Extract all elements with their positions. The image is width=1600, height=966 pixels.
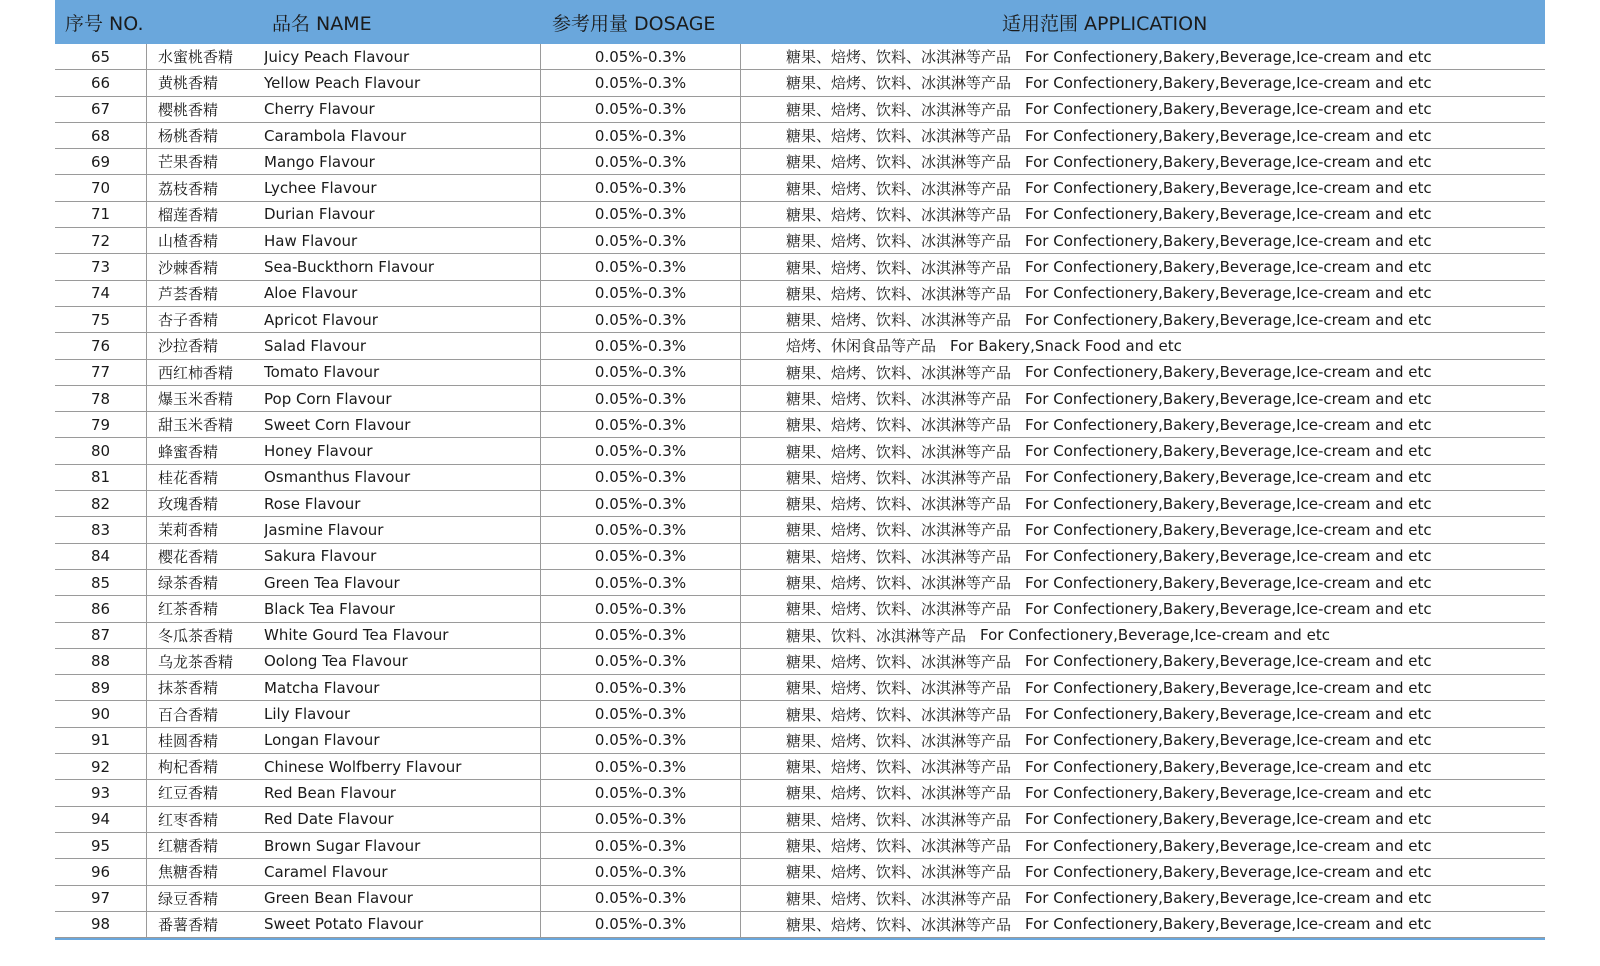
cell-name-cn: 绿豆香精 — [158, 889, 219, 908]
cell-application — [741, 44, 1545, 69]
application-cn: 糖果、焙烤、饮料、冰淇淋等产品 — [786, 468, 1012, 487]
cell-application — [741, 623, 1545, 648]
application-en: For Confectionery,Bakery,Beverage,Ice-cream and etc — [1025, 310, 1432, 329]
cell-no: 74 — [55, 281, 147, 306]
application-en: For Confectionery,Bakery,Beverage,Ice-cream and etc — [1025, 152, 1432, 171]
cell-name-cn: 樱花香精 — [158, 547, 219, 566]
cell-name-en: Green Bean Flavour — [264, 886, 541, 911]
application-en: For Bakery,Snack Food and etc — [950, 336, 1182, 355]
cell-application — [741, 649, 1545, 674]
cell-name-cn: 冬瓜茶香精 — [158, 626, 234, 645]
table-row — [55, 175, 1545, 201]
application-en: For Confectionery,Bakery,Beverage,Ice-cream and etc — [1025, 258, 1432, 277]
cell-application — [741, 70, 1545, 95]
cell-dosage: 0.05%-0.3% — [541, 596, 741, 621]
header-no: 序号 NO. — [65, 12, 144, 35]
cell-no: 73 — [55, 254, 147, 279]
cell-name-cn: 沙拉香精 — [158, 337, 219, 356]
cell-no: 68 — [55, 123, 147, 148]
cell-no: 72 — [55, 228, 147, 253]
cell-name-en: Yellow Peach Flavour — [264, 70, 541, 95]
cell-name-en: Apricot Flavour — [264, 307, 541, 332]
table-row — [55, 623, 1545, 649]
cell-application — [741, 570, 1545, 595]
cell-no: 78 — [55, 386, 147, 411]
cell-application — [741, 886, 1545, 911]
cell-application — [741, 465, 1545, 490]
cell-dosage: 0.05%-0.3% — [541, 307, 741, 332]
cell-dosage: 0.05%-0.3% — [541, 886, 741, 911]
cell-name-en: Green Tea Flavour — [264, 570, 541, 595]
cell-dosage: 0.05%-0.3% — [541, 386, 741, 411]
cell-name-cn: 芦荟香精 — [158, 284, 219, 303]
cell-dosage: 0.05%-0.3% — [541, 517, 741, 542]
cell-application — [741, 491, 1545, 516]
cell-dosage: 0.05%-0.3% — [541, 912, 741, 937]
cell-dosage: 0.05%-0.3% — [541, 701, 741, 726]
application-en: For Confectionery,Bakery,Beverage,Ice-cream and etc — [1025, 415, 1432, 434]
cell-no: 70 — [55, 175, 147, 200]
cell-name-cn: 红糖香精 — [158, 837, 219, 856]
application-cn: 糖果、焙烤、饮料、冰淇淋等产品 — [786, 127, 1012, 146]
cell-name-cn: 桂圆香精 — [158, 731, 219, 750]
table-header — [55, 0, 1545, 44]
cell-dosage: 0.05%-0.3% — [541, 833, 741, 858]
cell-name-cn: 樱桃香精 — [158, 100, 219, 119]
cell-no: 67 — [55, 97, 147, 122]
cell-name-cn: 乌龙茶香精 — [158, 652, 234, 671]
cell-no: 79 — [55, 412, 147, 437]
cell-name-cn: 杏子香精 — [158, 311, 219, 330]
table-row — [55, 701, 1545, 727]
cell-name-cn: 山楂香精 — [158, 232, 219, 251]
table-row — [55, 202, 1545, 228]
table-row — [55, 754, 1545, 780]
table-row — [55, 307, 1545, 333]
cell-name-en: Haw Flavour — [264, 228, 541, 253]
cell-dosage: 0.05%-0.3% — [541, 780, 741, 805]
cell-name-cn: 黄桃香精 — [158, 74, 219, 93]
cell-dosage: 0.05%-0.3% — [541, 149, 741, 174]
cell-name-cn: 芒果香精 — [158, 153, 219, 172]
cell-no: 92 — [55, 754, 147, 779]
cell-no: 94 — [55, 807, 147, 832]
header-dosage: 参考用量 DOSAGE — [552, 12, 716, 35]
application-cn: 糖果、焙烤、饮料、冰淇淋等产品 — [786, 705, 1012, 724]
cell-application — [741, 254, 1545, 279]
application-en: For Confectionery,Bakery,Beverage,Ice-cream and etc — [1025, 731, 1432, 750]
cell-dosage: 0.05%-0.3% — [541, 202, 741, 227]
table-row — [55, 596, 1545, 622]
cell-name-cn: 甜玉米香精 — [158, 416, 234, 435]
application-cn: 糖果、焙烤、饮料、冰淇淋等产品 — [786, 784, 1012, 803]
cell-name-cn: 杨桃香精 — [158, 127, 219, 146]
application-cn: 糖果、焙烤、饮料、冰淇淋等产品 — [786, 311, 1012, 330]
table-row — [55, 886, 1545, 912]
application-cn: 糖果、焙烤、饮料、冰淇淋等产品 — [786, 679, 1012, 698]
cell-application — [741, 97, 1545, 122]
flavour-table — [55, 0, 1545, 940]
application-en: For Confectionery,Bakery,Beverage,Ice-cream and etc — [1025, 284, 1432, 303]
application-en: For Confectionery,Bakery,Beverage,Ice-cream and etc — [1025, 889, 1432, 908]
cell-name-cn: 榴莲香精 — [158, 205, 219, 224]
application-en: For Confectionery,Bakery,Beverage,Ice-cream and etc — [1025, 205, 1432, 224]
table-row — [55, 149, 1545, 175]
cell-name-en: Salad Flavour — [264, 333, 541, 358]
cell-name-cn: 蜂蜜香精 — [158, 442, 219, 461]
cell-name-en: Osmanthus Flavour — [264, 465, 541, 490]
cell-application — [741, 517, 1545, 542]
application-en: For Confectionery,Bakery,Beverage,Ice-cream and etc — [1025, 678, 1432, 697]
application-cn: 糖果、焙烤、饮料、冰淇淋等产品 — [786, 889, 1012, 908]
application-cn: 糖果、饮料、冰淇淋等产品 — [786, 626, 967, 645]
cell-no: 69 — [55, 149, 147, 174]
cell-name-en: Longan Flavour — [264, 728, 541, 753]
cell-dosage: 0.05%-0.3% — [541, 491, 741, 516]
cell-name-en: Red Date Flavour — [264, 807, 541, 832]
cell-name-en: Aloe Flavour — [264, 281, 541, 306]
application-cn: 糖果、焙烤、饮料、冰淇淋等产品 — [786, 74, 1012, 93]
cell-dosage: 0.05%-0.3% — [541, 175, 741, 200]
cell-no: 85 — [55, 570, 147, 595]
table-row — [55, 649, 1545, 675]
cell-name-en: Black Tea Flavour — [264, 596, 541, 621]
application-cn: 糖果、焙烤、饮料、冰淇淋等产品 — [786, 390, 1012, 408]
application-en: For Confectionery,Bakery,Beverage,Ice-cream and etc — [1025, 231, 1432, 250]
cell-dosage: 0.05%-0.3% — [541, 360, 741, 385]
cell-application — [741, 281, 1545, 306]
cell-dosage: 0.05%-0.3% — [541, 254, 741, 279]
cell-name-en: Mango Flavour — [264, 149, 541, 174]
application-en: For Confectionery,Bakery,Beverage,Ice-cream and etc — [1025, 705, 1432, 724]
table-row — [55, 517, 1545, 543]
application-cn: 糖果、焙烤、饮料、冰淇淋等产品 — [786, 837, 1012, 856]
application-cn: 糖果、焙烤、饮料、冰淇淋等产品 — [786, 153, 1012, 172]
application-cn: 糖果、焙烤、饮料、冰淇淋等产品 — [786, 758, 1012, 777]
cell-no: 75 — [55, 307, 147, 332]
cell-dosage: 0.05%-0.3% — [541, 333, 741, 358]
cell-dosage: 0.05%-0.3% — [541, 412, 741, 437]
application-cn: 糖果、焙烤、饮料、冰淇淋等产品 — [786, 363, 1012, 382]
cell-name-cn: 番薯香精 — [158, 915, 219, 934]
cell-name-en: White Gourd Tea Flavour — [264, 623, 541, 648]
application-cn: 糖果、焙烤、饮料、冰淇淋等产品 — [786, 232, 1012, 251]
application-en: For Confectionery,Bakery,Beverage,Ice-cream and etc — [1025, 915, 1432, 934]
cell-name-en: Carambola Flavour — [264, 123, 541, 148]
cell-no: 88 — [55, 649, 147, 674]
cell-name-cn: 茉莉香精 — [158, 521, 219, 540]
cell-name-en: Honey Flavour — [264, 438, 541, 463]
table-row — [55, 360, 1545, 386]
cell-application — [741, 386, 1545, 411]
application-cn: 糖果、焙烤、饮料、冰淇淋等产品 — [786, 547, 1012, 566]
cell-name-cn: 桂花香精 — [158, 468, 219, 487]
application-cn: 糖果、焙烤、饮料、冰淇淋等产品 — [786, 863, 1012, 882]
application-en: For Confectionery,Beverage,Ice-cream and etc — [980, 626, 1330, 645]
cell-dosage: 0.05%-0.3% — [541, 570, 741, 595]
cell-no: 90 — [55, 701, 147, 726]
cell-application — [741, 701, 1545, 726]
application-cn: 糖果、焙烤、饮料、冰淇淋等产品 — [786, 258, 1012, 277]
cell-no: 83 — [55, 517, 147, 542]
application-en: For Confectionery,Bakery,Beverage,Ice-cream and etc — [1025, 47, 1432, 66]
cell-no: 84 — [55, 544, 147, 569]
cell-name-en: Caramel Flavour — [264, 859, 541, 884]
cell-no: 82 — [55, 491, 147, 516]
application-cn: 糖果、焙烤、饮料、冰淇淋等产品 — [786, 495, 1012, 514]
table-row — [55, 807, 1545, 833]
cell-no: 65 — [55, 44, 147, 69]
application-cn: 焙烤、休闲食品等产品 — [786, 337, 937, 356]
cell-application — [741, 307, 1545, 332]
cell-name-cn: 爆玉米香精 — [158, 390, 234, 408]
table-row — [55, 544, 1545, 570]
table-row — [55, 465, 1545, 491]
table-row — [55, 254, 1545, 280]
cell-application — [741, 807, 1545, 832]
cell-application — [741, 202, 1545, 227]
cell-no: 87 — [55, 623, 147, 648]
application-en: For Confectionery,Bakery,Beverage,Ice-cream and etc — [1025, 810, 1432, 829]
cell-name-cn: 西红柿香精 — [158, 363, 234, 382]
application-en: For Confectionery,Bakery,Beverage,Ice-cream and etc — [1025, 573, 1432, 592]
cell-dosage: 0.05%-0.3% — [541, 649, 741, 674]
cell-name-cn: 绿茶香精 — [158, 574, 219, 593]
cell-name-en: Cherry Flavour — [264, 97, 541, 122]
cell-no: 98 — [55, 912, 147, 937]
application-en: For Confectionery,Bakery,Beverage,Ice-cream and etc — [1025, 179, 1432, 198]
application-cn: 糖果、焙烤、饮料、冰淇淋等产品 — [786, 574, 1012, 593]
table-row — [55, 412, 1545, 438]
cell-application — [741, 675, 1545, 700]
cell-application — [741, 859, 1545, 884]
cell-name-en: Oolong Tea Flavour — [264, 649, 541, 674]
application-en: For Confectionery,Bakery,Beverage,Ice-cream and etc — [1025, 389, 1432, 408]
cell-name-en: Durian Flavour — [264, 202, 541, 227]
application-cn: 糖果、焙烤、饮料、冰淇淋等产品 — [786, 915, 1012, 934]
cell-dosage: 0.05%-0.3% — [541, 675, 741, 700]
cell-application — [741, 412, 1545, 437]
table-row — [55, 281, 1545, 307]
cell-name-cn: 水蜜桃香精 — [158, 48, 234, 67]
application-cn: 糖果、焙烤、饮料、冰淇淋等产品 — [786, 179, 1012, 198]
cell-application — [741, 149, 1545, 174]
application-en: For Confectionery,Bakery,Beverage,Ice-cream and etc — [1025, 73, 1432, 92]
cell-application — [741, 333, 1545, 358]
header-name: 品名 NAME — [272, 12, 372, 35]
cell-name-en: Juicy Peach Flavour — [264, 44, 541, 69]
application-cn: 糖果、焙烤、饮料、冰淇淋等产品 — [786, 284, 1012, 303]
table-row — [55, 228, 1545, 254]
cell-no: 81 — [55, 465, 147, 490]
cell-no: 71 — [55, 202, 147, 227]
cell-application — [741, 912, 1545, 937]
cell-name-en: Rose Flavour — [264, 491, 541, 516]
table-body — [55, 44, 1545, 938]
cell-name-en: Tomato Flavour — [264, 360, 541, 385]
cell-name-cn: 焦糖香精 — [158, 863, 219, 882]
application-en: For Confectionery,Bakery,Beverage,Ice-cream and etc — [1025, 652, 1432, 671]
application-cn: 糖果、焙烤、饮料、冰淇淋等产品 — [786, 100, 1012, 119]
table-row — [55, 333, 1545, 359]
application-cn: 糖果、焙烤、饮料、冰淇淋等产品 — [786, 48, 1012, 67]
cell-name-en: Lily Flavour — [264, 701, 541, 726]
cell-application — [741, 123, 1545, 148]
cell-dosage: 0.05%-0.3% — [541, 859, 741, 884]
cell-dosage: 0.05%-0.3% — [541, 228, 741, 253]
application-cn: 糖果、焙烤、饮料、冰淇淋等产品 — [786, 442, 1012, 461]
cell-application — [741, 833, 1545, 858]
application-en: For Confectionery,Bakery,Beverage,Ice-cream and etc — [1025, 363, 1432, 382]
cell-name-en: Red Bean Flavour — [264, 780, 541, 805]
cell-name-en: Sweet Potato Flavour — [264, 912, 541, 937]
cell-dosage: 0.05%-0.3% — [541, 465, 741, 490]
application-en: For Confectionery,Bakery,Beverage,Ice-cream and etc — [1025, 547, 1432, 566]
table-row — [55, 780, 1545, 806]
application-cn: 糖果、焙烤、饮料、冰淇淋等产品 — [786, 416, 1012, 435]
cell-dosage: 0.05%-0.3% — [541, 754, 741, 779]
application-en: For Confectionery,Bakery,Beverage,Ice-cream and etc — [1025, 468, 1432, 487]
cell-dosage: 0.05%-0.3% — [541, 44, 741, 69]
application-en: For Confectionery,Bakery,Beverage,Ice-cream and etc — [1025, 520, 1432, 539]
cell-application — [741, 780, 1545, 805]
cell-no: 80 — [55, 438, 147, 463]
cell-no: 89 — [55, 675, 147, 700]
cell-dosage: 0.05%-0.3% — [541, 438, 741, 463]
application-en: For Confectionery,Bakery,Beverage,Ice-cream and etc — [1025, 862, 1432, 881]
cell-application — [741, 596, 1545, 621]
table-row — [55, 44, 1545, 70]
application-cn: 糖果、焙烤、饮料、冰淇淋等产品 — [786, 810, 1012, 829]
application-en: For Confectionery,Bakery,Beverage,Ice-cream and etc — [1025, 442, 1432, 461]
cell-dosage: 0.05%-0.3% — [541, 97, 741, 122]
cell-name-cn: 沙棘香精 — [158, 258, 219, 277]
cell-no: 93 — [55, 780, 147, 805]
cell-dosage: 0.05%-0.3% — [541, 123, 741, 148]
cell-name-cn: 枸杞香精 — [158, 758, 219, 777]
cell-no: 96 — [55, 859, 147, 884]
cell-name-en: Sea-Buckthorn Flavour — [264, 254, 541, 279]
cell-name-en: Matcha Flavour — [264, 675, 541, 700]
cell-application — [741, 754, 1545, 779]
table-row — [55, 386, 1545, 412]
table-row — [55, 438, 1545, 464]
table-row — [55, 97, 1545, 123]
cell-name-en: Brown Sugar Flavour — [264, 833, 541, 858]
cell-name-en: Pop Corn Flavour — [264, 386, 541, 411]
cell-application — [741, 544, 1545, 569]
table-row — [55, 912, 1545, 938]
cell-name-cn: 百合香精 — [158, 705, 219, 724]
header-application: 适用范围 APPLICATION — [1002, 12, 1208, 35]
cell-no: 86 — [55, 596, 147, 621]
cell-no: 77 — [55, 360, 147, 385]
table-row — [55, 70, 1545, 96]
cell-name-cn: 抹茶香精 — [158, 679, 219, 698]
application-en: For Confectionery,Bakery,Beverage,Ice-cream and etc — [1025, 126, 1432, 145]
cell-name-en: Lychee Flavour — [264, 175, 541, 200]
application-en: For Confectionery,Bakery,Beverage,Ice-cream and etc — [1025, 100, 1432, 119]
application-cn: 糖果、焙烤、饮料、冰淇淋等产品 — [786, 521, 1012, 540]
application-en: For Confectionery,Bakery,Beverage,Ice-cream and etc — [1025, 494, 1432, 513]
cell-name-cn: 红枣香精 — [158, 810, 219, 829]
application-cn: 糖果、焙烤、饮料、冰淇淋等产品 — [786, 731, 1012, 750]
application-en: For Confectionery,Bakery,Beverage,Ice-cream and etc — [1025, 757, 1432, 776]
cell-no: 66 — [55, 70, 147, 95]
cell-no: 91 — [55, 728, 147, 753]
application-cn: 糖果、焙烤、饮料、冰淇淋等产品 — [786, 205, 1012, 224]
table-row — [55, 570, 1545, 596]
cell-dosage: 0.05%-0.3% — [541, 70, 741, 95]
application-cn: 糖果、焙烤、饮料、冰淇淋等产品 — [786, 600, 1012, 619]
cell-dosage: 0.05%-0.3% — [541, 623, 741, 648]
cell-application — [741, 438, 1545, 463]
table-row — [55, 491, 1545, 517]
application-en: For Confectionery,Bakery,Beverage,Ice-cream and etc — [1025, 599, 1432, 618]
table-row — [55, 833, 1545, 859]
application-en: For Confectionery,Bakery,Beverage,Ice-cream and etc — [1025, 836, 1432, 855]
cell-no: 95 — [55, 833, 147, 858]
cell-name-en: Jasmine Flavour — [264, 517, 541, 542]
cell-name-cn: 红茶香精 — [158, 600, 219, 619]
cell-dosage: 0.05%-0.3% — [541, 281, 741, 306]
cell-name-en: Sakura Flavour — [264, 544, 541, 569]
cell-dosage: 0.05%-0.3% — [541, 728, 741, 753]
cell-no: 76 — [55, 333, 147, 358]
table-row — [55, 728, 1545, 754]
cell-application — [741, 175, 1545, 200]
cell-name-en: Chinese Wolfberry Flavour — [264, 754, 541, 779]
table-row — [55, 859, 1545, 885]
cell-application — [741, 728, 1545, 753]
table-row — [55, 123, 1545, 149]
cell-dosage: 0.05%-0.3% — [541, 807, 741, 832]
application-en: For Confectionery,Bakery,Beverage,Ice-cream and etc — [1025, 783, 1432, 802]
application-cn: 糖果、焙烤、饮料、冰淇淋等产品 — [786, 652, 1012, 671]
cell-application — [741, 360, 1545, 385]
cell-name-cn: 玫瑰香精 — [158, 495, 219, 514]
cell-name-cn: 荔枝香精 — [158, 179, 219, 198]
cell-no: 97 — [55, 886, 147, 911]
table-row — [55, 675, 1545, 701]
cell-application — [741, 228, 1545, 253]
cell-name-cn: 红豆香精 — [158, 784, 219, 803]
cell-dosage: 0.05%-0.3% — [541, 544, 741, 569]
cell-name-en: Sweet Corn Flavour — [264, 412, 541, 437]
